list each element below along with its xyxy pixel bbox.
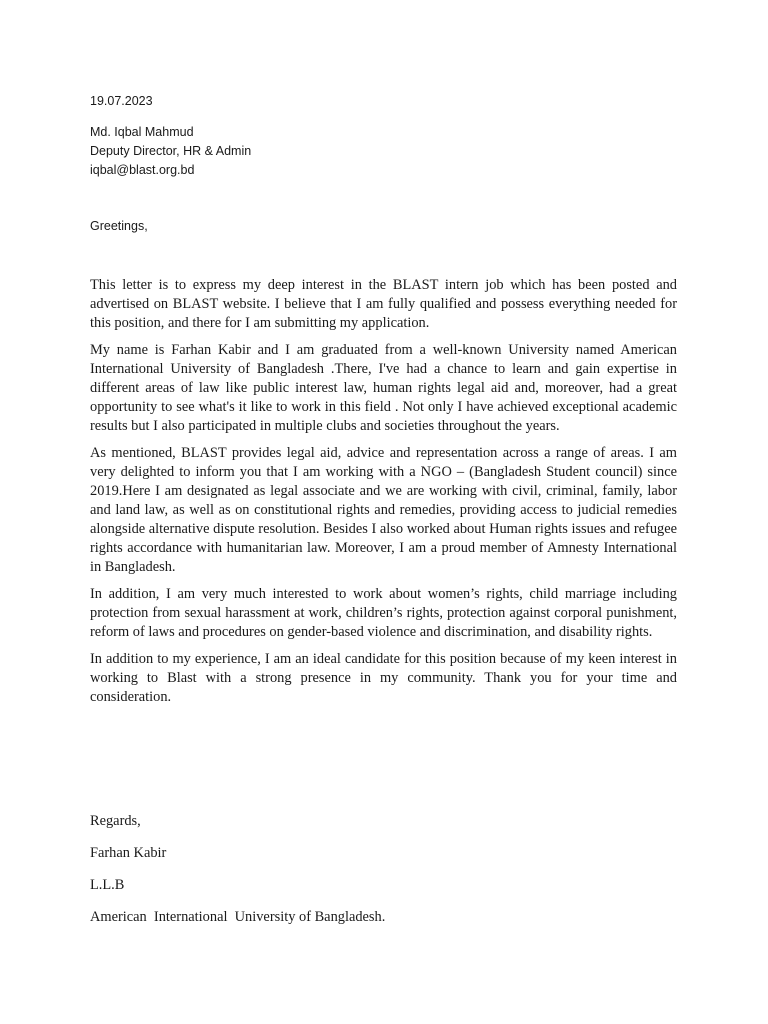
recipient-block [90, 123, 251, 180]
body-paragraph-5: In addition to my experience, I am an ideal candidate for this position because of my keen interest in working to Blast with a strong presence in my community. Thank you for your time and consideration. [90, 651, 677, 705]
signer-institution: American International University of Bangladesh. [90, 909, 386, 925]
body-paragraph-1: This letter is to express my deep interest in the BLAST intern job which has been posted and advertised on BLAST website. I believe that I am fully qualified and possess everything needed for this position, and there for I am submitting my application. [90, 277, 677, 331]
valediction: Regards, [90, 813, 141, 829]
body-paragraph-3: As mentioned, BLAST provides legal aid, advice and representation across a range of areas. I am very delighted to inform you that I am working with a NGO – (Bangladesh Student council) since 2019.Here I am designated as legal associate and we are working with civil, criminal, family, labor and land law, as well as on constitutional rights and remedies, providing access to judicial remedies alongside alternative dispute resolution. Besides I also worked about Human rights issues and refugee rights accordance with humanitarian law. Moreover, I am a proud member of Amnesty International in Bangladesh. [90, 445, 677, 575]
letter-date: 19.07.2023 [90, 94, 153, 108]
closing-block [90, 812, 385, 940]
recipient-email: iqbal@blast.org.bd [90, 163, 195, 177]
greeting: Greetings, [90, 219, 148, 233]
signer-degree: L.L.B [90, 877, 125, 893]
recipient-name: Md. Iqbal Mahmud [90, 125, 194, 139]
body-paragraph-4: In addition, I am very much interested to work about women’s rights, child marriage including protection from sexual harassment at work, children’s rights, protection against corporal punishment, reform of laws and procedures on gender-based violence and discrimination, and disability rights. [90, 586, 677, 640]
body-paragraph-2: My name is Farhan Kabir and I am graduated from a well-known University named American International University of Bangladesh .There, I've had a chance to learn and gain expertise in different areas of law like public interest law, human rights legal aid and, moreover, had a great opportunity to see what's it like to work in this field . Not only I have achieved exceptional academic results but I also participated in multiple clubs and societies throughout the years. [90, 342, 677, 434]
letter-body [90, 276, 677, 715]
recipient-title: Deputy Director, HR & Admin [90, 144, 252, 158]
signer-name: Farhan Kabir [90, 845, 167, 861]
